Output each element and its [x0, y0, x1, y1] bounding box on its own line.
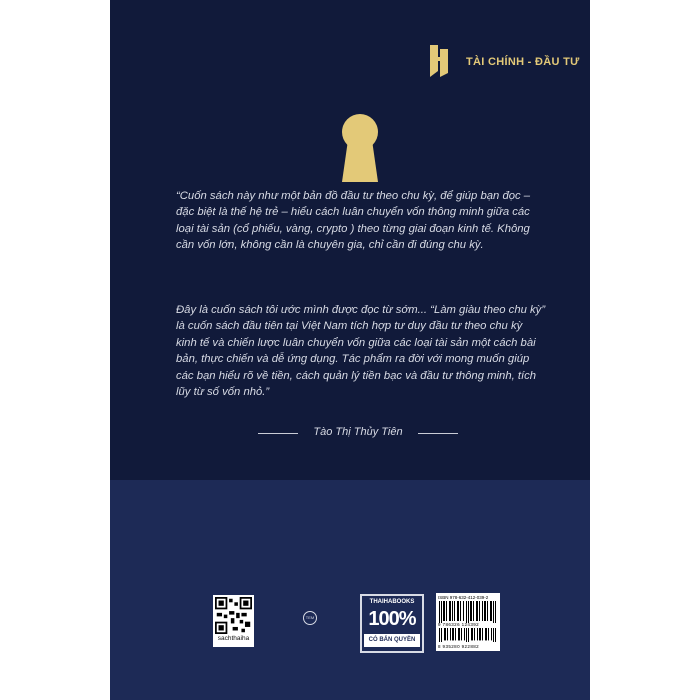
publisher-logo-icon — [428, 43, 454, 79]
copyright-badge — [360, 594, 424, 653]
author-name: Tào Thị Thủy Tiên — [313, 426, 403, 438]
tem-stamp: TEM — [303, 611, 317, 625]
cover-bottom-band — [110, 480, 590, 700]
barcode-2-icon — [439, 628, 497, 642]
category-label: TÀI CHÍNH - ĐẦU TƯ — [466, 56, 580, 68]
publisher-brand — [428, 43, 578, 79]
barcode-icon — [439, 601, 497, 623]
barcode-number-1: 9 786326 124392 — [438, 622, 480, 627]
barcode-number-2: 8 935280 922882 — [438, 644, 480, 649]
isbn-barcode — [436, 593, 500, 651]
badge-caption: CÓ BẢN QUYỀN — [364, 634, 420, 647]
isbn-text: ISBN 978-632-412-039-2 — [438, 595, 489, 600]
divider-right — [418, 433, 458, 434]
badge-percent: 100% — [368, 608, 416, 630]
qr-code-block — [213, 595, 254, 647]
badge-brand: THAIHABOOKS — [369, 599, 415, 605]
quote-paragraph-2: Đây là cuốn sách tôi ước mình được đọc từ sớm... “Làm giàu theo chu kỳ” là cuốn sách đầu tiên tại Việt Nam tích hợp tư duy đầu tư theo chu kỳ kinh tế và chiến lược luân chuyển vốn giữa các loại tài sản một cách bài bản, thực chiến và dễ ứng dụng. Tác phẩm ra đời với mong muốn giúp các bạn hiểu rõ về tiền, cách quản lý tiền bạc và đầu tư thông minh, tích lũy từ số vốn nhỏ.” — [176, 304, 546, 399]
qr-label: sachthaiha — [217, 635, 250, 642]
author-signature — [258, 423, 458, 443]
qr-code-icon — [215, 597, 252, 634]
keyhole-icon — [338, 112, 382, 184]
quote-paragraph-1: “Cuốn sách này như một bản đồ đầu tư theo chu kỳ, để giúp bạn đọc – đặc biệt là thế hệ trẻ – hiểu cách luân chuyển vốn thông minh giữa các loại tài sản (cổ phiếu, vàng, crypto ) theo từng giai đoạn kinh tế. Không cần vốn lớn, không cần là chuyên gia, chỉ cần đi đúng chu kỳ. — [176, 190, 531, 252]
book-back-cover — [110, 0, 590, 700]
